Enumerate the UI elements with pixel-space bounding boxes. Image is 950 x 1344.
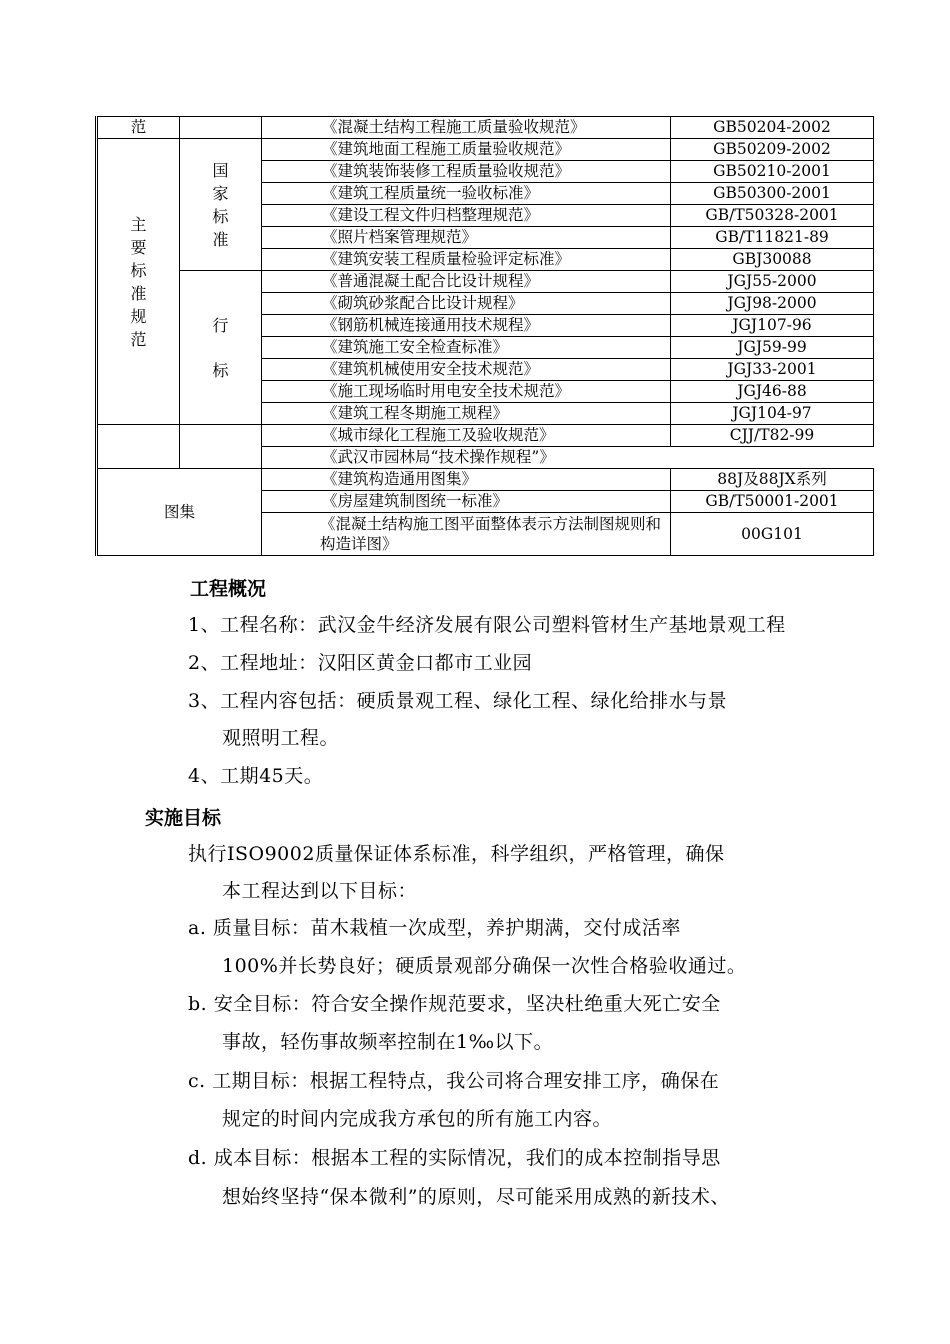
standard-name: 《建筑工程冬期施工规程》	[262, 403, 671, 425]
table-row	[97, 117, 874, 139]
standard-name: 《武汉市园林局“技术操作规程”》	[262, 447, 874, 469]
main-label-char: 标	[130, 260, 147, 280]
standard-code: JGJ107-96	[671, 315, 874, 337]
standard-code: CJJ/T82-99	[671, 425, 874, 447]
main-label-char: 规	[130, 306, 147, 326]
goal-a: a. 质量目标：苗木栽植一次成型，养护期满，交付成活率	[188, 917, 681, 939]
goal-d: d. 成本目标：根据本工程的实际情况，我们的成本控制指导思	[188, 1147, 721, 1169]
standard-name: 《房屋建筑制图统一标准》	[262, 491, 671, 513]
national-label-char: 准	[212, 229, 229, 249]
main-label-char: 主	[130, 214, 147, 234]
standard-name: 《建筑地面工程施工质量验收规范》	[262, 139, 671, 161]
industry-label-char: 标	[212, 360, 229, 380]
table-row	[97, 271, 874, 293]
standard-code: GB50210-2001	[671, 161, 874, 183]
standard-name: 《砌筑砂浆配合比设计规程》	[262, 293, 671, 315]
overview-item-3: 3、工程内容包括：硬质景观工程、绿化工程、绿化给排水与景	[188, 690, 728, 712]
atlas-label: 图集	[97, 469, 262, 556]
standard-name: 《建筑施工安全检查标准》	[262, 337, 671, 359]
standard-code: JGJ104-97	[671, 403, 874, 425]
table-row	[97, 469, 874, 491]
category-cell	[97, 425, 180, 469]
standard-code: GB/T50328-2001	[671, 205, 874, 227]
national-label-char: 国	[212, 160, 229, 180]
standard-code: JGJ55-2000	[671, 271, 874, 293]
table-row	[97, 425, 874, 447]
standard-code: JGJ33-2001	[671, 359, 874, 381]
standards-table	[95, 116, 874, 556]
standard-name: 《建筑机械使用安全技术规范》	[262, 359, 671, 381]
national-label-char: 家	[212, 183, 229, 203]
standard-name: 《建筑构造通用图集》	[262, 469, 671, 491]
overview-item-3-cont: 观照明工程。	[222, 727, 340, 749]
goals-intro: 执行ISO9002质量保证体系标准，科学组织，严格管理，确保	[188, 843, 725, 865]
standard-name: 《建设工程文件归档整理规范》	[262, 205, 671, 227]
standard-name: 《施工现场临时用电安全技术规范》	[262, 381, 671, 403]
standard-name: 《混凝土结构工程施工质量验收规范》	[262, 117, 671, 139]
goals-intro-cont: 本工程达到以下目标：	[222, 880, 418, 902]
table-row	[97, 139, 874, 161]
standard-code: GBJ30088	[671, 249, 874, 271]
subcategory-cell	[180, 117, 262, 139]
main-label-char: 准	[130, 283, 147, 303]
standard-name: 《建筑装饰装修工程质量验收规范》	[262, 161, 671, 183]
standard-code: JGJ59-99	[671, 337, 874, 359]
goal-c: c. 工期目标：根据工程特点，我公司将合理安排工序，确保在	[188, 1070, 720, 1092]
standard-name: 《混凝土结构施工图平面整体表示方法制图规则和构造详图》	[262, 513, 671, 556]
industry-label-char: 行	[212, 315, 229, 335]
overview-item-1: 1、工程名称：武汉金牛经济发展有限公司塑料管材生产基地景观工程	[188, 614, 786, 636]
industry-standard-label	[180, 271, 262, 425]
national-standard-label	[180, 139, 262, 271]
goal-a-cont: 100%并长势良好；硬质景观部分确保一次性合格验收通过。	[222, 955, 747, 977]
goal-b-cont: 事故，轻伤事故频率控制在1‰以下。	[222, 1031, 554, 1053]
goal-b: b. 安全目标：符合安全操作规范要求，坚决杜绝重大死亡安全	[188, 993, 721, 1015]
standard-code: GB50300-2001	[671, 183, 874, 205]
standard-code: JGJ98-2000	[671, 293, 874, 315]
standard-code: JGJ46-88	[671, 381, 874, 403]
standard-name: 《钢筋机械连接通用技术规程》	[262, 315, 671, 337]
overview-item-4: 4、工期45天。	[188, 765, 324, 787]
goal-d-cont: 想始终坚持“保本微利”的原则，尽可能采用成熟的新技术、	[222, 1186, 730, 1208]
standard-code: GB50209-2002	[671, 139, 874, 161]
standard-name: 《建筑工程质量统一验收标准》	[262, 183, 671, 205]
category-cell: 范	[97, 117, 180, 139]
goal-c-cont: 规定的时间内完成我方承包的所有施工内容。	[222, 1108, 613, 1130]
main-label-char: 范	[130, 329, 147, 349]
standard-name: 《照片档案管理规范》	[262, 227, 671, 249]
overview-item-2: 2、工程地址：汉阳区黄金口都市工业园	[188, 652, 533, 674]
overview-title: 工程概况	[190, 578, 267, 600]
standard-code: GB50204-2002	[671, 117, 874, 139]
main-label-char: 要	[130, 237, 147, 257]
standard-code: 00G101	[671, 513, 874, 556]
main-standards-label	[97, 139, 180, 425]
standard-code: GB/T11821-89	[671, 227, 874, 249]
standard-name: 《建筑安装工程质量检验评定标准》	[262, 249, 671, 271]
national-label-char: 标	[212, 206, 229, 226]
standard-name: 《普通混凝土配合比设计规程》	[262, 271, 671, 293]
standard-name: 《城市绿化工程施工及验收规范》	[262, 425, 671, 447]
subcategory-cell	[180, 425, 262, 469]
goals-title: 实施目标	[145, 807, 222, 829]
standard-code: GB/T50001-2001	[671, 491, 874, 513]
standard-code: 88J及88JX系列	[671, 469, 874, 491]
